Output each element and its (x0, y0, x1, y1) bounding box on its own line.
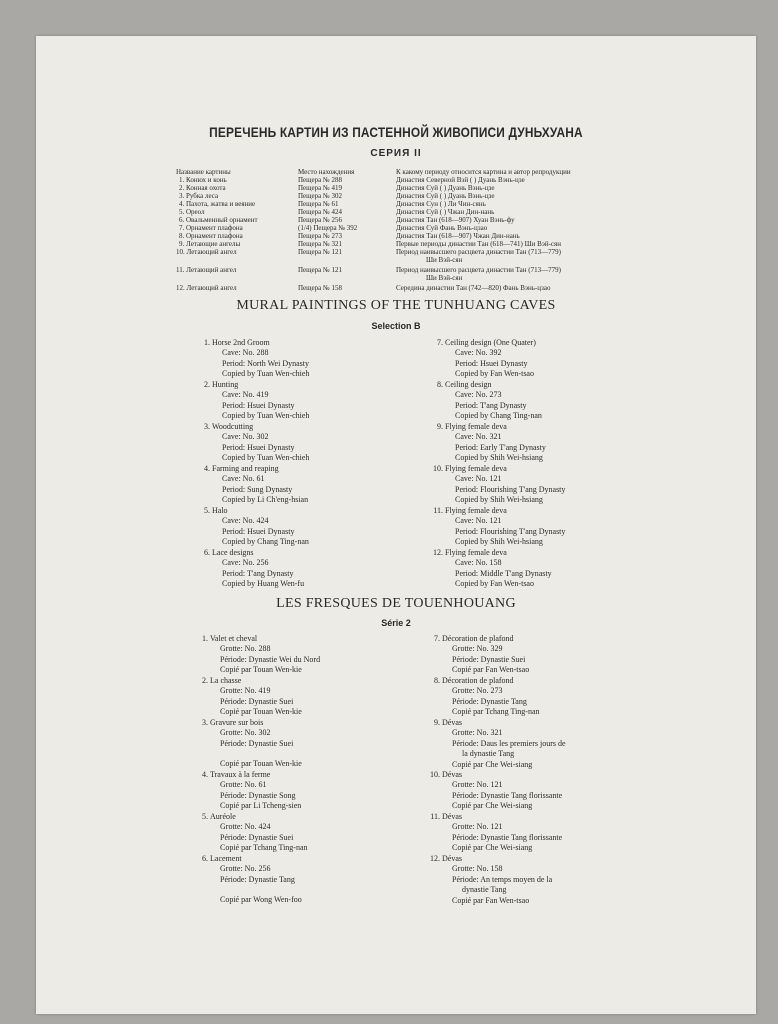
item-period: Période: Dynastie Tang florissante (452, 832, 563, 842)
document-sheet (36, 36, 756, 1014)
item-period: Période: Dynastie Suei (452, 654, 526, 664)
item-cave: Grotte: No. 256 (220, 864, 271, 874)
item-number: 9. (434, 718, 440, 727)
french-list-left (202, 812, 308, 854)
item-copied: Copied by Fan Wen-tsao (455, 369, 534, 379)
item-title: Décoration de plafond (442, 634, 514, 643)
english-list-right (433, 548, 552, 590)
item-cave: Cave: No. 392 (455, 348, 502, 358)
russian-row-place: Пещера № 273 (298, 232, 342, 240)
item-period: Period: North Wei Dynasty (222, 358, 309, 368)
item-cave: Cave: No. 273 (455, 390, 502, 400)
russian-row-place: Пещера № 321 (298, 240, 342, 248)
russian-title: ПЕРЕЧЕНЬ КАРТИН ИЗ ПАСТЕННОЙ ЖИВОПИСИ ДУНЬХУАНА (209, 124, 583, 140)
french-list-left (202, 770, 302, 812)
russian-row-name: 6. Овальменный орнамент (179, 216, 258, 224)
english-list-left (204, 548, 305, 590)
russian-row-period: Период наивысшего расцвета династии Тан (713—779) (396, 248, 561, 256)
russian-row-period: Династия Тан (618—907) Чжан Дин-нань (396, 232, 520, 240)
item-copied: Copied by Chang Ting-nan (222, 537, 309, 547)
russian-row-place: Пещера № 61 (298, 200, 339, 208)
item-period: Période: Dynastie Tang (452, 696, 527, 706)
item-period: Période: Dynastie Suei (220, 738, 294, 748)
item-copied: Copied by Shih Wei-hsiang (455, 495, 543, 505)
french-list-right (430, 854, 553, 906)
russian-row-period: Период наивысшего расцвета династии Тан (713—779) (396, 266, 561, 274)
russian-row-place: Пещера № 424 (298, 208, 342, 216)
item-title: Flying female deva (445, 464, 507, 473)
item-number: 7. (437, 338, 443, 347)
item-period: Period: Hsuei Dynasty (222, 526, 295, 536)
item-period: Period: T'ang Dynasty (222, 568, 294, 578)
russian-row-period: Середина династии Тан (742—820) Фань Вэнь-цзао (396, 284, 551, 292)
item-cave: Grotte: No. 273 (452, 686, 503, 696)
item-number: 3. (204, 422, 210, 431)
english-list-right (433, 506, 566, 548)
item-cave: Cave: No. 302 (222, 432, 269, 442)
item-copied: Copied by Huang Wen-fu (222, 579, 305, 589)
english-title: MURAL PAINTINGS OF THE TUNHUANG CAVES (236, 298, 556, 313)
item-title: Lacement (210, 854, 242, 863)
item-cave: Cave: No. 424 (222, 516, 269, 526)
item-number: 6. (202, 854, 208, 863)
russian-row-place: Пещера № 288 (298, 176, 342, 184)
item-cave: Cave: No. 256 (222, 558, 269, 568)
english-list-right (437, 338, 536, 380)
item-period: Période: Dynastie Tang florissante (452, 790, 563, 800)
item-cave: Cave: No. 61 (222, 474, 265, 484)
item-title: Ceiling design (One Quater) (445, 338, 536, 347)
item-number: 10. (430, 770, 440, 779)
russian-row-period: Первые периоды династии Тан (618—741) Ши Вэй-сян (396, 240, 562, 248)
item-period: Période: Dynastie Wei du Nord (220, 654, 321, 664)
item-cave: Grotte: No. 121 (452, 780, 503, 790)
item-cave: Grotte: No. 61 (220, 780, 267, 790)
item-title: Valet et cheval (210, 634, 258, 643)
english-list-left (204, 422, 310, 464)
russian-row-period: Династия Сун ( ) Ли Чин-сянь (396, 200, 486, 208)
russian-row-name: 9. Летающие ангелы (179, 240, 241, 248)
item-title: Dévas (442, 770, 462, 779)
item-title: Flying female deva (445, 422, 507, 431)
russian-row-name: 4. Пахота, жатва и веяние (179, 200, 256, 208)
russian-header-period: К какому периоду относится картина и автор репродукции (396, 168, 571, 176)
russian-row-place: Пещера № 256 (298, 216, 342, 224)
item-number: 1. (202, 634, 208, 643)
item-cave: Cave: No. 419 (222, 390, 269, 400)
russian-row-period: Династия Северной Вэй ( ) Дуань Вэнь-цзе (396, 176, 525, 184)
item-title: Dévas (442, 812, 462, 821)
item-copied: Copié par Touan Wen-kie (220, 707, 302, 717)
russian-row-name: 8. Орнамент плафона (179, 232, 243, 240)
russian-row-period: Династия Тан (618—907) Хуан Вэнь-фу (396, 216, 515, 224)
item-copied: Copied by Shih Wei-hsiang (455, 453, 543, 463)
item-number: 10. (433, 464, 443, 473)
english-list-right (437, 422, 546, 464)
item-number: 12. (430, 854, 440, 863)
item-title: La chasse (210, 676, 242, 685)
russian-row-name: 12. Летающий ангел (176, 284, 237, 292)
item-number: 11. (430, 812, 440, 821)
item-period-cont: la dynastie Tang (462, 749, 515, 759)
item-period: Period: Middle T'ang Dynasty (455, 568, 552, 578)
item-cave: Cave: No. 121 (455, 516, 502, 526)
french-list-left (202, 634, 321, 676)
item-copied: Copié par Tchang Ting-nan (220, 843, 308, 853)
item-number: 3. (202, 718, 208, 727)
item-copied: Copié par Touan Wen-kie (220, 665, 302, 675)
russian-header-place: Место нахождения (298, 168, 355, 176)
item-period: Period: Flourishing T'ang Dynasty (455, 484, 566, 494)
russian-row-place: (1/4) Пещера № 392 (298, 224, 358, 232)
item-copied: Copied by Li Ch'eng-hsian (222, 495, 309, 505)
item-copied: Copied by Tuan Wen-chieh (222, 369, 310, 379)
item-copied: Copié par Che Wei-siang (452, 759, 533, 769)
item-copied: Copied by Shih Wei-hsiang (455, 537, 543, 547)
item-cave: Grotte: No. 302 (220, 728, 271, 738)
french-subtitle: Série 2 (381, 618, 411, 628)
english-list-left (204, 506, 309, 548)
russian-header-name: Название картины (176, 168, 231, 176)
russian-row-name: 10. Летающий ангел (176, 248, 237, 256)
item-cave: Cave: No. 321 (455, 432, 502, 442)
item-copied: Copié par Fan Wen-tsao (452, 665, 530, 675)
russian-row-name: 2. Конная охота (179, 184, 226, 192)
russian-row-name: 11. Летающий ангел (176, 266, 237, 274)
item-copied: Copied by Chang Ting-nan (455, 411, 542, 421)
item-title: Dévas (442, 854, 462, 863)
item-title: Hunting (212, 380, 239, 389)
item-period: Period: Hsuei Dynasty (455, 358, 528, 368)
item-number: 4. (202, 770, 208, 779)
item-number: 2. (202, 676, 208, 685)
item-copied: Copié par Touan Wen-kie (220, 759, 302, 769)
item-copied: Copié par Li Tcheng-sien (220, 801, 302, 811)
spacer (210, 885, 302, 895)
french-list-right (430, 770, 563, 812)
item-cave: Grotte: No. 121 (452, 822, 503, 832)
item-title: Décoration de plafond (442, 676, 514, 685)
french-list-left (202, 676, 302, 718)
french-list-right (434, 676, 540, 718)
russian-row-place: Пещера № 121 (298, 266, 342, 274)
item-number: 9. (437, 422, 443, 431)
item-cave: Grotte: No. 288 (220, 644, 271, 654)
russian-row-place: Пещера № 419 (298, 184, 342, 192)
russian-row-period: Династия Суй ( ) Дуань Вэнь-цзе (396, 192, 495, 200)
item-period: Period: Hsuei Dynasty (222, 442, 295, 452)
item-period: Période: Dynastie Suei (220, 832, 294, 842)
french-list-right (430, 812, 563, 854)
item-title: Halo (212, 506, 228, 515)
russian-row-name: 1. Конюх и конь (179, 176, 227, 184)
english-list-right (437, 380, 542, 422)
french-list-right (434, 718, 566, 770)
english-list-left (204, 464, 309, 506)
item-copied: Copied by Tuan Wen-chieh (222, 453, 310, 463)
russian-row-place: Пещера № 121 (298, 248, 342, 256)
french-title: LES FRESQUES DE TOUENHOUANG (276, 596, 516, 611)
item-title: Auréole (210, 812, 236, 821)
russian-series: СЕРИЯ II (370, 148, 422, 159)
item-title: Travaux à la ferme (210, 770, 271, 779)
item-title: Dévas (442, 718, 462, 727)
item-copied: Copied by Tuan Wen-chieh (222, 411, 310, 421)
item-title: Flying female deva (445, 548, 507, 557)
item-title: Gravure sur bois (210, 718, 264, 727)
item-period: Period: T'ang Dynasty (455, 400, 527, 410)
spacer (210, 749, 302, 759)
item-number: 5. (202, 812, 208, 821)
item-number: 6. (204, 548, 210, 557)
french-list-left (202, 718, 302, 770)
item-number: 5. (204, 506, 210, 515)
item-period: Période: Daus les premiers jours de (452, 738, 566, 748)
item-number: 1. (204, 338, 210, 347)
item-number: 8. (434, 676, 440, 685)
item-cave: Grotte: No. 419 (220, 686, 271, 696)
item-cave: Grotte: No. 158 (452, 864, 503, 874)
item-number: 4. (204, 464, 210, 473)
item-title: Flying female deva (445, 506, 507, 515)
item-period: Period: Sung Dynasty (222, 484, 293, 494)
item-period: Period: Hsuei Dynasty (222, 400, 295, 410)
item-cave: Grotte: No. 424 (220, 822, 271, 832)
english-list-right (433, 464, 566, 506)
item-title: Ceiling design (445, 380, 492, 389)
russian-row-period-cont: Ши Вэй-сян (426, 274, 463, 282)
russian-row-name: 5. Ореол (179, 208, 205, 216)
item-period: Period: Early T'ang Dynasty (455, 442, 546, 452)
item-period: Period: Flourishing T'ang Dynasty (455, 526, 566, 536)
item-title: Farming and reaping (212, 464, 279, 473)
russian-row-period-cont: Ши Вэй-сян (426, 256, 463, 264)
item-period: Période: An temps moyen de la (452, 874, 553, 884)
item-period: Période: Dynastie Suei (220, 696, 294, 706)
english-list-left (204, 338, 310, 380)
item-cave: Cave: No. 288 (222, 348, 269, 358)
item-period: Période: Dynastie Tang (220, 874, 295, 884)
item-title: Horse 2nd Groom (212, 338, 270, 347)
french-list-right (434, 634, 530, 676)
item-title: Lace designs (212, 548, 254, 557)
russian-row-period: Династия Суй ( ) Дуань Вэнь-цзе (396, 184, 495, 192)
item-number: 7. (434, 634, 440, 643)
item-cave: Cave: No. 121 (455, 474, 502, 484)
item-title: Woodcutting (212, 422, 254, 431)
russian-row-place: Пещера № 302 (298, 192, 342, 200)
russian-row-name: 7. Орнамент плафона (179, 224, 243, 232)
item-copied: Copié par Che Wei-siang (452, 843, 533, 853)
item-cave: Grotte: No. 321 (452, 728, 503, 738)
item-copied: Copied by Fan Wen-tsao (455, 579, 534, 589)
french-list-left (202, 854, 302, 906)
russian-row-period: Династия Суй Фань Вэнь-цзао (396, 224, 488, 232)
item-number: 2. (204, 380, 210, 389)
item-period-cont: dynastie Tang (462, 885, 507, 895)
item-copied: Période: Dynastie Song (220, 790, 296, 800)
english-list-left (204, 380, 310, 422)
russian-row-name: 3. Рубка леса (179, 192, 219, 200)
item-copied: Copié par Fan Wen-tsao (452, 895, 530, 905)
item-number: 8. (437, 380, 443, 389)
item-cave: Cave: No. 158 (455, 558, 502, 568)
russian-row-place: Пещера № 158 (298, 284, 342, 292)
item-copied: Copié par Wong Wen-foo (220, 895, 302, 905)
item-number: 12. (433, 548, 443, 557)
item-number: 11. (433, 506, 443, 515)
item-copied: Copié par Tchang Ting-nan (452, 707, 540, 717)
english-subtitle: Selection B (371, 321, 421, 331)
item-copied: Copié par Che Wei-siang (452, 801, 533, 811)
item-cave: Grotte: No. 329 (452, 644, 503, 654)
russian-row-period: Династия Суй ( ) Чжан Дин-нань (396, 208, 495, 216)
